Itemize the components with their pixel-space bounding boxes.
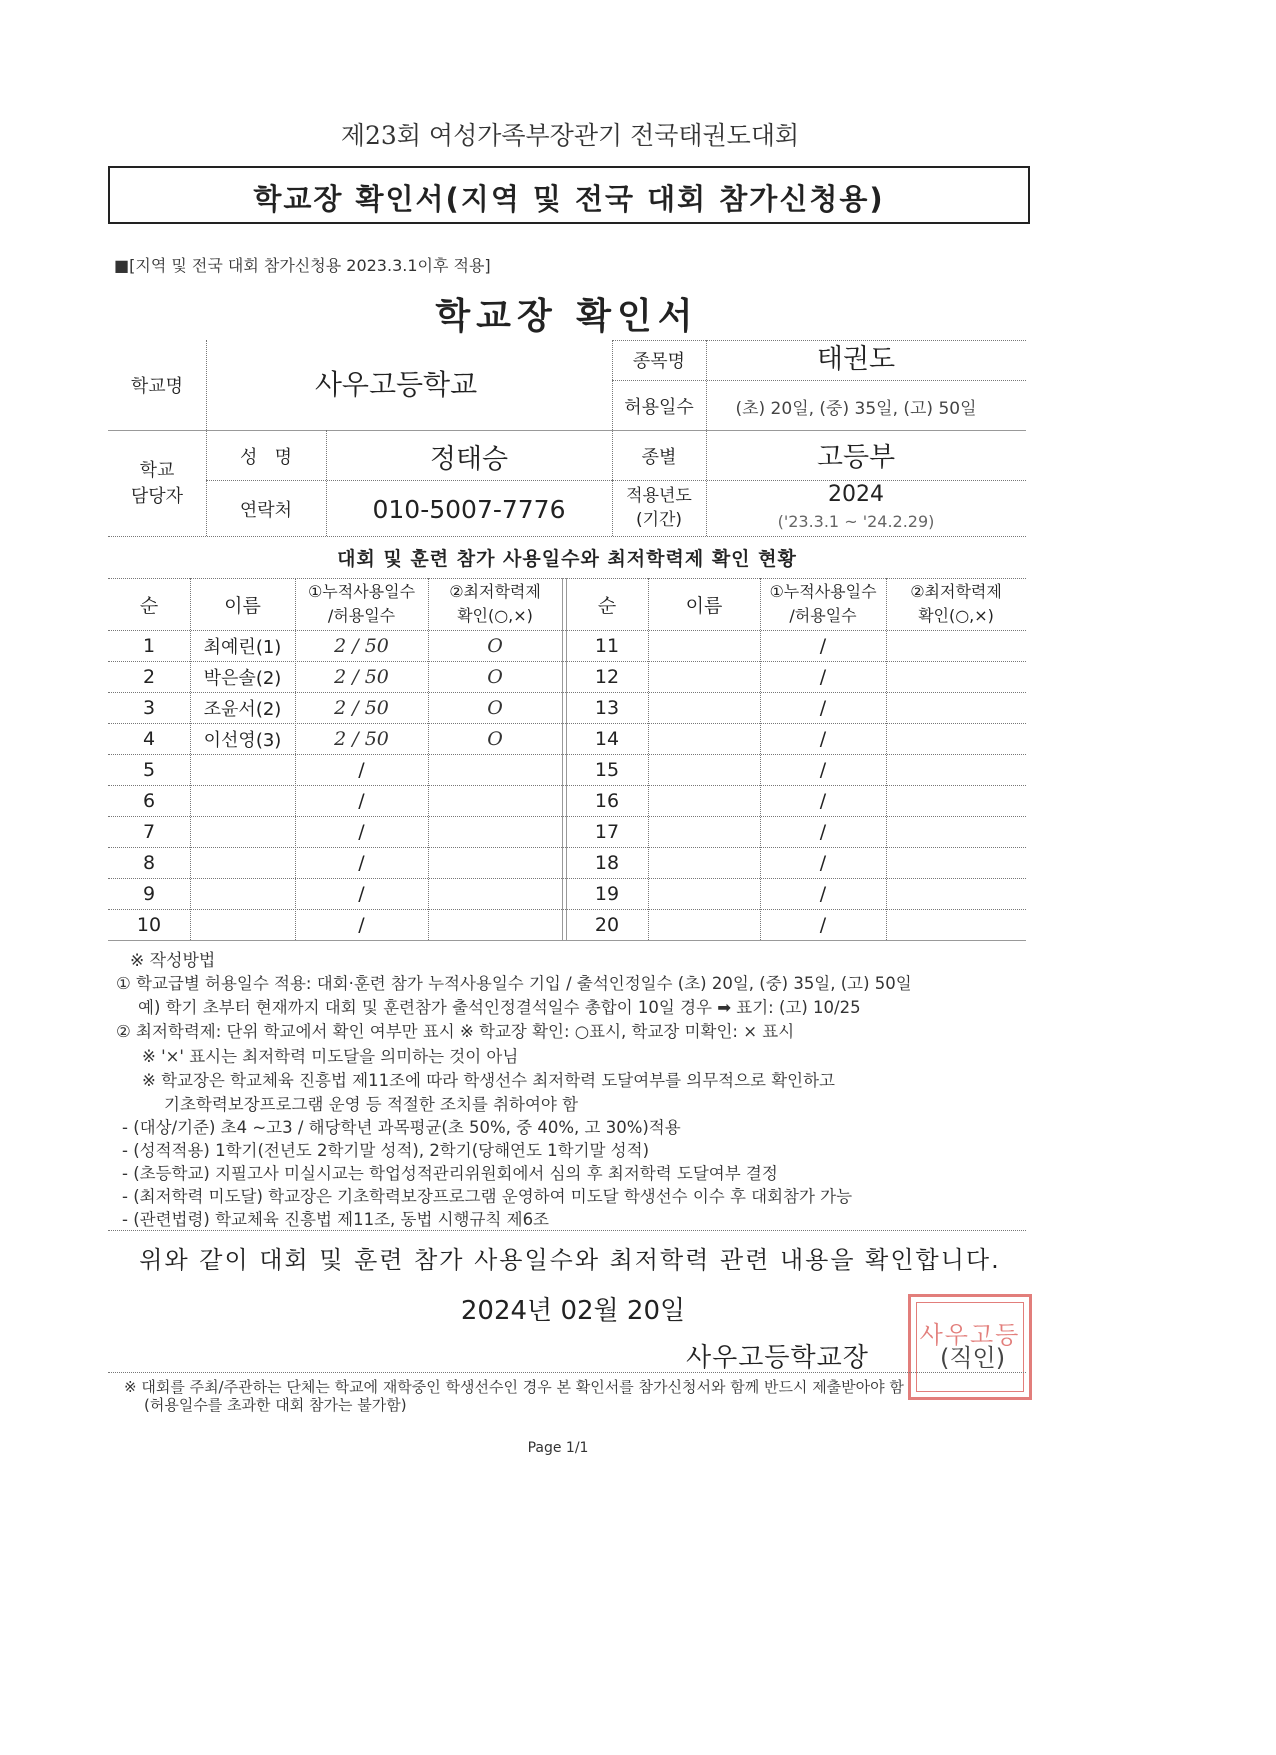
right-row-5-name bbox=[648, 754, 760, 785]
left-row-3-check: O bbox=[487, 696, 503, 719]
right-row-7-name bbox=[648, 816, 760, 847]
event-title: 제23회 여성가족부장관기 전국태권도대회 bbox=[340, 121, 800, 150]
right-row-7-no: 17 bbox=[594, 820, 620, 843]
right-row-2-days: / bbox=[819, 665, 827, 688]
right-row-4-name bbox=[648, 723, 760, 754]
left-row-2-days: 2 / 50 bbox=[334, 665, 389, 688]
right-row-3-check bbox=[886, 692, 1026, 723]
right-row-8-no: 18 bbox=[594, 851, 620, 874]
left-row-7-name bbox=[190, 816, 295, 847]
instruction-line-1: ① 학교급별 허용일수 적용: 대회·훈련 참가 누적사용일수 기입 / 출석인정일수 (초) 20일, (중) 35일, (고) 50일 bbox=[116, 974, 912, 993]
allowed-days: (초) 20일, (중) 35일, (고) 50일 bbox=[735, 398, 977, 419]
right-row-1-check bbox=[886, 630, 1026, 661]
right-row-3-days: / bbox=[819, 696, 827, 719]
header-days-right-line2: /허용일수 bbox=[789, 606, 857, 625]
right-row-8-days: / bbox=[819, 851, 827, 874]
seal-stamp-text: 사우고등 bbox=[919, 1321, 1021, 1349]
left-row-2-check: O bbox=[487, 665, 503, 688]
division: 고등부 bbox=[816, 441, 896, 473]
left-row-8-name bbox=[190, 847, 295, 878]
instruction-line-3: ② 최저학력제: 단위 학교에서 확인 여부만 표시 ※ 학교장 확인: ○표시, 학교장 미확인: × 표시 bbox=[116, 1022, 795, 1041]
main-title: 학교장 확인서 bbox=[435, 296, 699, 337]
left-row-10-check bbox=[428, 909, 562, 940]
right-row-9-name bbox=[648, 878, 760, 909]
instruction-line-9: - (초등학교) 지필고사 미실시교는 학업성적관리위원회에서 심의 후 최저학력 도달여부 결정 bbox=[122, 1164, 778, 1183]
right-row-4-days: / bbox=[819, 727, 827, 750]
confirmation-statement: 위와 같이 대회 및 훈련 참가 사용일수와 최저학력 관련 내용을 확인합니다. bbox=[139, 1246, 1001, 1274]
left-row-6-name bbox=[190, 785, 295, 816]
manager-label bbox=[108, 458, 206, 510]
left-row-5-no: 5 bbox=[142, 758, 156, 781]
right-row-4-no: 14 bbox=[594, 727, 620, 750]
right-row-4-check bbox=[886, 723, 1026, 754]
title-box bbox=[108, 166, 1030, 224]
right-row-7-days: / bbox=[819, 820, 827, 843]
boxed-title: 학교장 확인서(지역 및 전국 대회 참가신청용) bbox=[253, 182, 885, 216]
left-row-6-check bbox=[428, 785, 562, 816]
contact: 010-5007-7776 bbox=[372, 494, 566, 524]
division-label: 종별 bbox=[641, 447, 677, 468]
header-name: 이름 bbox=[224, 594, 261, 617]
period: ('23.3.1 ~ '24.2.29) bbox=[777, 512, 935, 531]
school-name: 사우고등학교 bbox=[314, 368, 478, 401]
right-row-10-no: 20 bbox=[594, 913, 620, 936]
signer: 사우고등학교장 bbox=[686, 1343, 869, 1373]
instruction-line-10: - (최저학력 미도달) 학교장은 기초학력보장프로그램 운영하여 미도달 학생선수 이수 후 대회참가 가능 bbox=[122, 1187, 853, 1206]
right-row-5-no: 15 bbox=[594, 758, 620, 781]
year-label-line2: (기간) bbox=[635, 510, 683, 530]
seal-label: (직인) bbox=[940, 1344, 1006, 1372]
year: 2024 bbox=[828, 482, 884, 507]
right-row-9-no: 19 bbox=[594, 882, 620, 905]
left-row-8-no: 8 bbox=[142, 851, 156, 874]
right-row-6-days: / bbox=[819, 789, 827, 812]
right-row-10-days: / bbox=[819, 913, 827, 936]
right-row-2-check bbox=[886, 661, 1026, 692]
header-days-line2: /허용일수 bbox=[327, 606, 396, 625]
right-row-5-days: / bbox=[819, 758, 827, 781]
header-name-right: 이름 bbox=[685, 594, 723, 617]
right-row-2-no: 12 bbox=[594, 665, 620, 688]
right-row-10-check bbox=[886, 909, 1026, 940]
left-row-8-days: / bbox=[358, 851, 365, 874]
left-row-10-no: 10 bbox=[136, 913, 162, 936]
manager-name: 정태승 bbox=[429, 443, 509, 475]
header-check-right-line2: 확인(○,×) bbox=[918, 606, 994, 625]
left-row-7-no: 7 bbox=[142, 820, 156, 843]
applies-note: ■[지역 및 전국 대회 참가신청용 2023.3.1이후 적용] bbox=[114, 256, 491, 275]
left-row-2-no: 2 bbox=[142, 665, 156, 688]
header-days bbox=[295, 580, 428, 628]
left-row-9-name bbox=[190, 878, 295, 909]
instruction-line-6: 기초학력보장프로그램 운영 등 적절한 조치를 취하여야 함 bbox=[164, 1095, 579, 1114]
school-name-label: 학교명 bbox=[130, 376, 184, 397]
status-title: 대회 및 훈련 참가 사용일수와 최저학력제 확인 현황 bbox=[337, 548, 797, 570]
left-row-6-days: / bbox=[358, 789, 365, 812]
confirmation-date: 2024년 02월 20일 bbox=[460, 1296, 686, 1326]
left-row-1-days: 2 / 50 bbox=[334, 634, 389, 657]
header-check-right-line1: ②최저학력제 bbox=[910, 582, 1002, 601]
left-row-1-name: 최예린(1) bbox=[203, 636, 282, 658]
instruction-line-2: 예) 학기 초부터 현재까지 대회 및 훈련참가 출석인정결석일수 총합이 10일 경우 ➡ 표기: (고) 10/25 bbox=[138, 998, 861, 1017]
left-row-6-no: 6 bbox=[142, 789, 156, 812]
header-check-line1: ②최저학력제 bbox=[449, 582, 541, 601]
contact-label: 연락처 bbox=[239, 500, 293, 521]
right-row-2-name bbox=[648, 661, 760, 692]
left-row-1-no: 1 bbox=[142, 634, 156, 657]
footer-note-line2: (허용일수를 초과한 대회 참가는 불가함) bbox=[144, 1396, 407, 1414]
left-row-4-name: 이선영(3) bbox=[203, 729, 282, 751]
left-row-7-check bbox=[428, 816, 562, 847]
left-row-2-name: 박은솔(2) bbox=[203, 667, 282, 689]
right-row-3-no: 13 bbox=[594, 696, 620, 719]
header-check-right bbox=[886, 580, 1026, 628]
instruction-line-8: - (성적적용) 1학기(전년도 2학기말 성적), 2학기(당해연도 1학기말 성적) bbox=[122, 1141, 650, 1160]
instruction-line-4: ※ '×' 표시는 최저학력 미도달을 의미하는 것이 아님 bbox=[142, 1047, 519, 1066]
left-row-7-days: / bbox=[358, 820, 365, 843]
manager-label-line1: 학교 bbox=[139, 460, 175, 481]
left-row-9-no: 9 bbox=[142, 882, 156, 905]
left-row-3-no: 3 bbox=[142, 696, 156, 719]
allowed-days-label: 허용일수 bbox=[624, 397, 694, 418]
left-row-8-check bbox=[428, 847, 562, 878]
sport: 태권도 bbox=[816, 343, 896, 375]
header-check-line2: 확인(○,×) bbox=[457, 606, 533, 625]
footer-note-line1: ※ 대회를 주최/주관하는 단체는 학교에 재학중인 학생선수인 경우 본 확인서를 참가신청서와 함께 반드시 제출받아야 함 bbox=[124, 1378, 904, 1396]
left-row-4-days: 2 / 50 bbox=[334, 727, 389, 750]
instructions-heading: ※ 작성방법 bbox=[130, 951, 216, 971]
left-row-10-name bbox=[190, 909, 295, 940]
sport-label: 종목명 bbox=[632, 351, 686, 372]
left-row-4-no: 4 bbox=[142, 727, 156, 750]
right-row-6-name bbox=[648, 785, 760, 816]
right-row-5-check bbox=[886, 754, 1026, 785]
header-days-right-line1: ①누적사용일수 bbox=[769, 582, 877, 601]
header-days-line1: ①누적사용일수 bbox=[307, 582, 416, 601]
header-check bbox=[428, 580, 562, 628]
left-row-5-check bbox=[428, 754, 562, 785]
instruction-line-7: - (대상/기준) 초4 ~고3 / 해당학년 과목평균(초 50%, 중 40%, 고 30%)적용 bbox=[122, 1118, 681, 1137]
year-label bbox=[612, 484, 706, 532]
right-row-1-name bbox=[648, 630, 760, 661]
left-row-3-name: 조윤서(2) bbox=[203, 698, 282, 720]
right-row-6-check bbox=[886, 785, 1026, 816]
left-row-9-days: / bbox=[358, 882, 365, 905]
right-row-9-days: / bbox=[819, 882, 827, 905]
right-row-8-name bbox=[648, 847, 760, 878]
left-row-10-days: / bbox=[358, 913, 365, 936]
year-label-line1: 적용년도 bbox=[626, 486, 692, 506]
right-row-1-no: 11 bbox=[594, 634, 620, 657]
left-row-4-check: O bbox=[487, 727, 503, 750]
page-number: Page 1/1 bbox=[527, 1440, 589, 1456]
right-row-3-name bbox=[648, 692, 760, 723]
left-row-1-check: O bbox=[487, 634, 503, 657]
header-days-right bbox=[760, 580, 886, 628]
manager-label-line2: 담당자 bbox=[130, 486, 184, 507]
right-row-10-name bbox=[648, 909, 760, 940]
instruction-line-11: - (관련법령) 학교체육 진흥법 제11조, 동법 시행규칙 제6조 bbox=[122, 1210, 549, 1229]
header-no-right: 순 bbox=[597, 594, 617, 617]
left-row-5-days: / bbox=[358, 758, 365, 781]
right-row-1-days: / bbox=[819, 634, 827, 657]
left-row-9-check bbox=[428, 878, 562, 909]
right-row-8-check bbox=[886, 847, 1026, 878]
left-row-5-name bbox=[190, 754, 295, 785]
header-no: 순 bbox=[139, 594, 159, 617]
right-row-6-no: 16 bbox=[594, 789, 620, 812]
right-row-7-check bbox=[886, 816, 1026, 847]
instruction-line-5: ※ 학교장은 학교체육 진흥법 제11조에 따라 학생선수 최저학력 도달여부를 의무적으로 확인하고 bbox=[142, 1071, 835, 1090]
name-label: 성 명 bbox=[240, 447, 292, 468]
left-row-3-days: 2 / 50 bbox=[334, 696, 389, 719]
right-row-9-check bbox=[886, 878, 1026, 909]
